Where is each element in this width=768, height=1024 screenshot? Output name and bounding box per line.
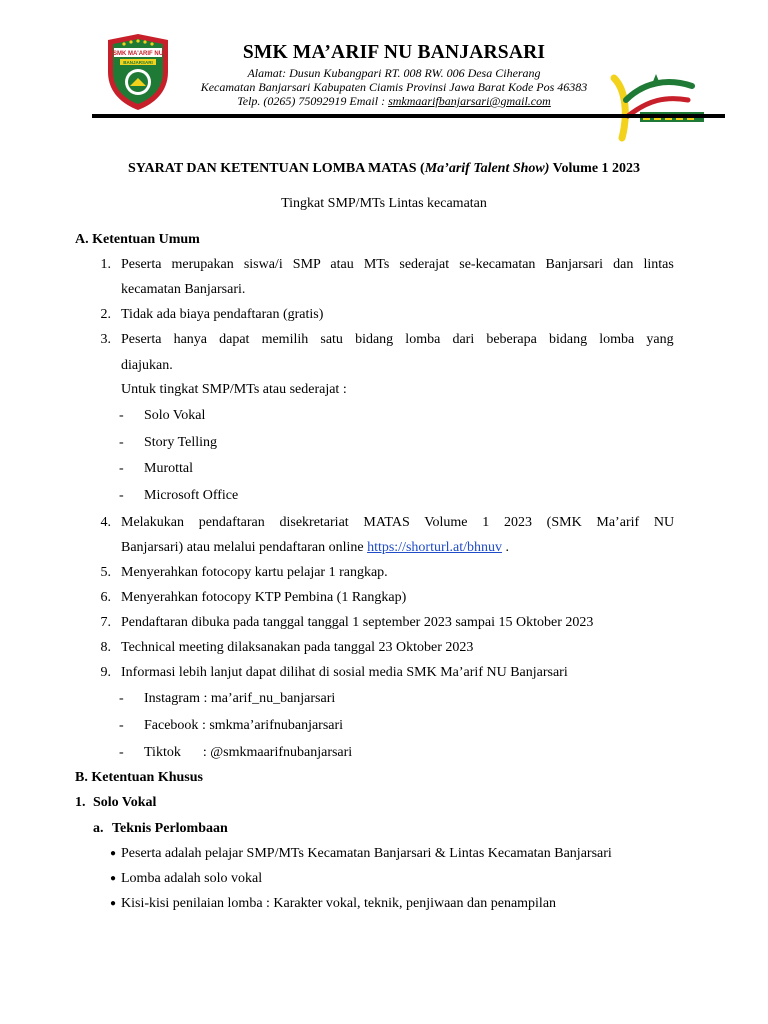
item-number: 7. [100,615,111,630]
social-facebook: Facebook : smkma’arifnubanjarsari [144,718,344,733]
item-1-line-1: Peserta merupakan siswa/i SMP atau MTs sederajat se-kecamatan Banjarsari dan lintas [121,257,674,272]
dash-marker: - [119,691,124,706]
item-number: 8. [100,640,111,655]
item-number: 6. [100,590,111,605]
section-b-1-title: Solo Vokal [93,795,157,810]
section-a-heading: A. Ketentuan Umum [75,232,200,247]
item-number: 3. [100,332,111,347]
bullet-marker: ● [110,873,117,884]
rule-bullet: Peserta adalah pelajar SMP/MTs Kecamatan Banjarsari & Lintas Kecamatan Banjarsari [121,846,612,861]
section-b-1a-title: Teknis Perlombaan [112,821,228,836]
social-tiktok: Tiktok : @smkmaarifnubanjarsari [144,745,353,760]
competition-item: Solo Vokal [144,408,206,423]
item-number: 1. [100,257,111,272]
logo-text-bottom: BANJARSARI [123,60,153,65]
item-5: Menyerahkan fotocopy kartu pelajar 1 rangkap. [121,565,388,580]
dash-marker: - [119,408,124,423]
matas-logo [596,60,716,144]
header-divider [92,114,725,118]
rule-bullet: Lomba adalah solo vokal [121,871,263,886]
competition-item: Murottal [144,461,193,476]
competition-item: Story Telling [144,435,218,450]
section-b-heading: B. Ketentuan Khusus [75,770,203,785]
item-number: 9. [100,665,111,680]
competition-item: Microsoft Office [144,488,239,503]
dash-marker: - [119,461,124,476]
contact-email[interactable]: smkmaarifbanjarsari@gmail.com [388,94,551,108]
contact-line [180,94,608,109]
address-line-1: Alamat: Dusun Kubangpari RT. 008 RW. 006 Desa Ciherang [247,66,541,80]
item-3-line-1: Peserta hanya dapat memilih satu bidang lomba dari beberapa bidang lomba yang [121,332,674,347]
item-8: Technical meeting dilaksanakan pada tanggal 23 Oktober 2023 [121,640,474,655]
dash-marker: - [119,435,124,450]
title-italic: Ma’arif Talent Show) [424,161,550,176]
bullet-marker: ● [110,898,117,909]
item-6: Menyerahkan fotocopy KTP Pembina (1 Rangkap) [121,590,407,605]
logo-text-top: SMK MA'ARIF NU [112,51,164,57]
item-7: Pendaftaran dibuka pada tanggal tanggal 1 september 2023 sampai 15 Oktober 2023 [121,615,594,630]
social-instagram: Instagram : ma’arif_nu_banjarsari [144,691,336,706]
school-name: SMK MA’ARIF NU BANJARSARI [242,42,546,63]
dash-marker: - [119,488,124,503]
item-9: Informasi lebih lanjut dapat dilihat di sosial media SMK Ma’arif NU Banjarsari [121,665,568,680]
dash-marker: - [119,745,124,760]
contact-phone: Telp. (0265) 75092919 Email : [237,94,389,108]
item-number: 5. [100,565,111,580]
document-subtitle: Tingkat SMP/MTs Lintas kecamatan [281,196,487,211]
item-3-subheading: Untuk tingkat SMP/MTs atau sederajat : [121,382,347,397]
item-4-line-1: Melakukan pendaftaran disekretariat MATAS Volume 1 2023 (SMK Ma’arif NU [121,515,675,530]
item-number: 2. [100,307,111,322]
school-logo [104,32,172,112]
bullet-marker: ● [110,848,117,859]
registration-link[interactable]: https://shorturl.at/bhnuv [367,540,503,555]
item-number: 4. [100,515,111,530]
item-1-line-2: kecamatan Banjarsari. [121,282,246,297]
dash-marker: - [119,718,124,733]
item-3-line-2: diajukan. [121,358,173,373]
section-b-1a-letter: a. [93,821,104,836]
item-2: Tidak ada biaya pendaftaran (gratis) [121,307,324,322]
item-4-line-2: Banjarsari) atau melalui pendaftaran online https://shorturl.at/bhnuv . [121,540,510,555]
rule-bullet: Kisi-kisi penilaian lomba : Karakter vokal, teknik, penjiwaan dan penampilan [121,896,557,911]
document-title: SYARAT DAN KETENTUAN LOMBA MATAS (Ma’arif Talent Show) Volume 1 2023 [127,161,641,176]
section-b-1-number: 1. [75,795,86,810]
address-line-2: Kecamatan Banjarsari Kabupaten Ciamis Provinsi Jawa Barat Kode Pos 46383 [200,80,588,94]
